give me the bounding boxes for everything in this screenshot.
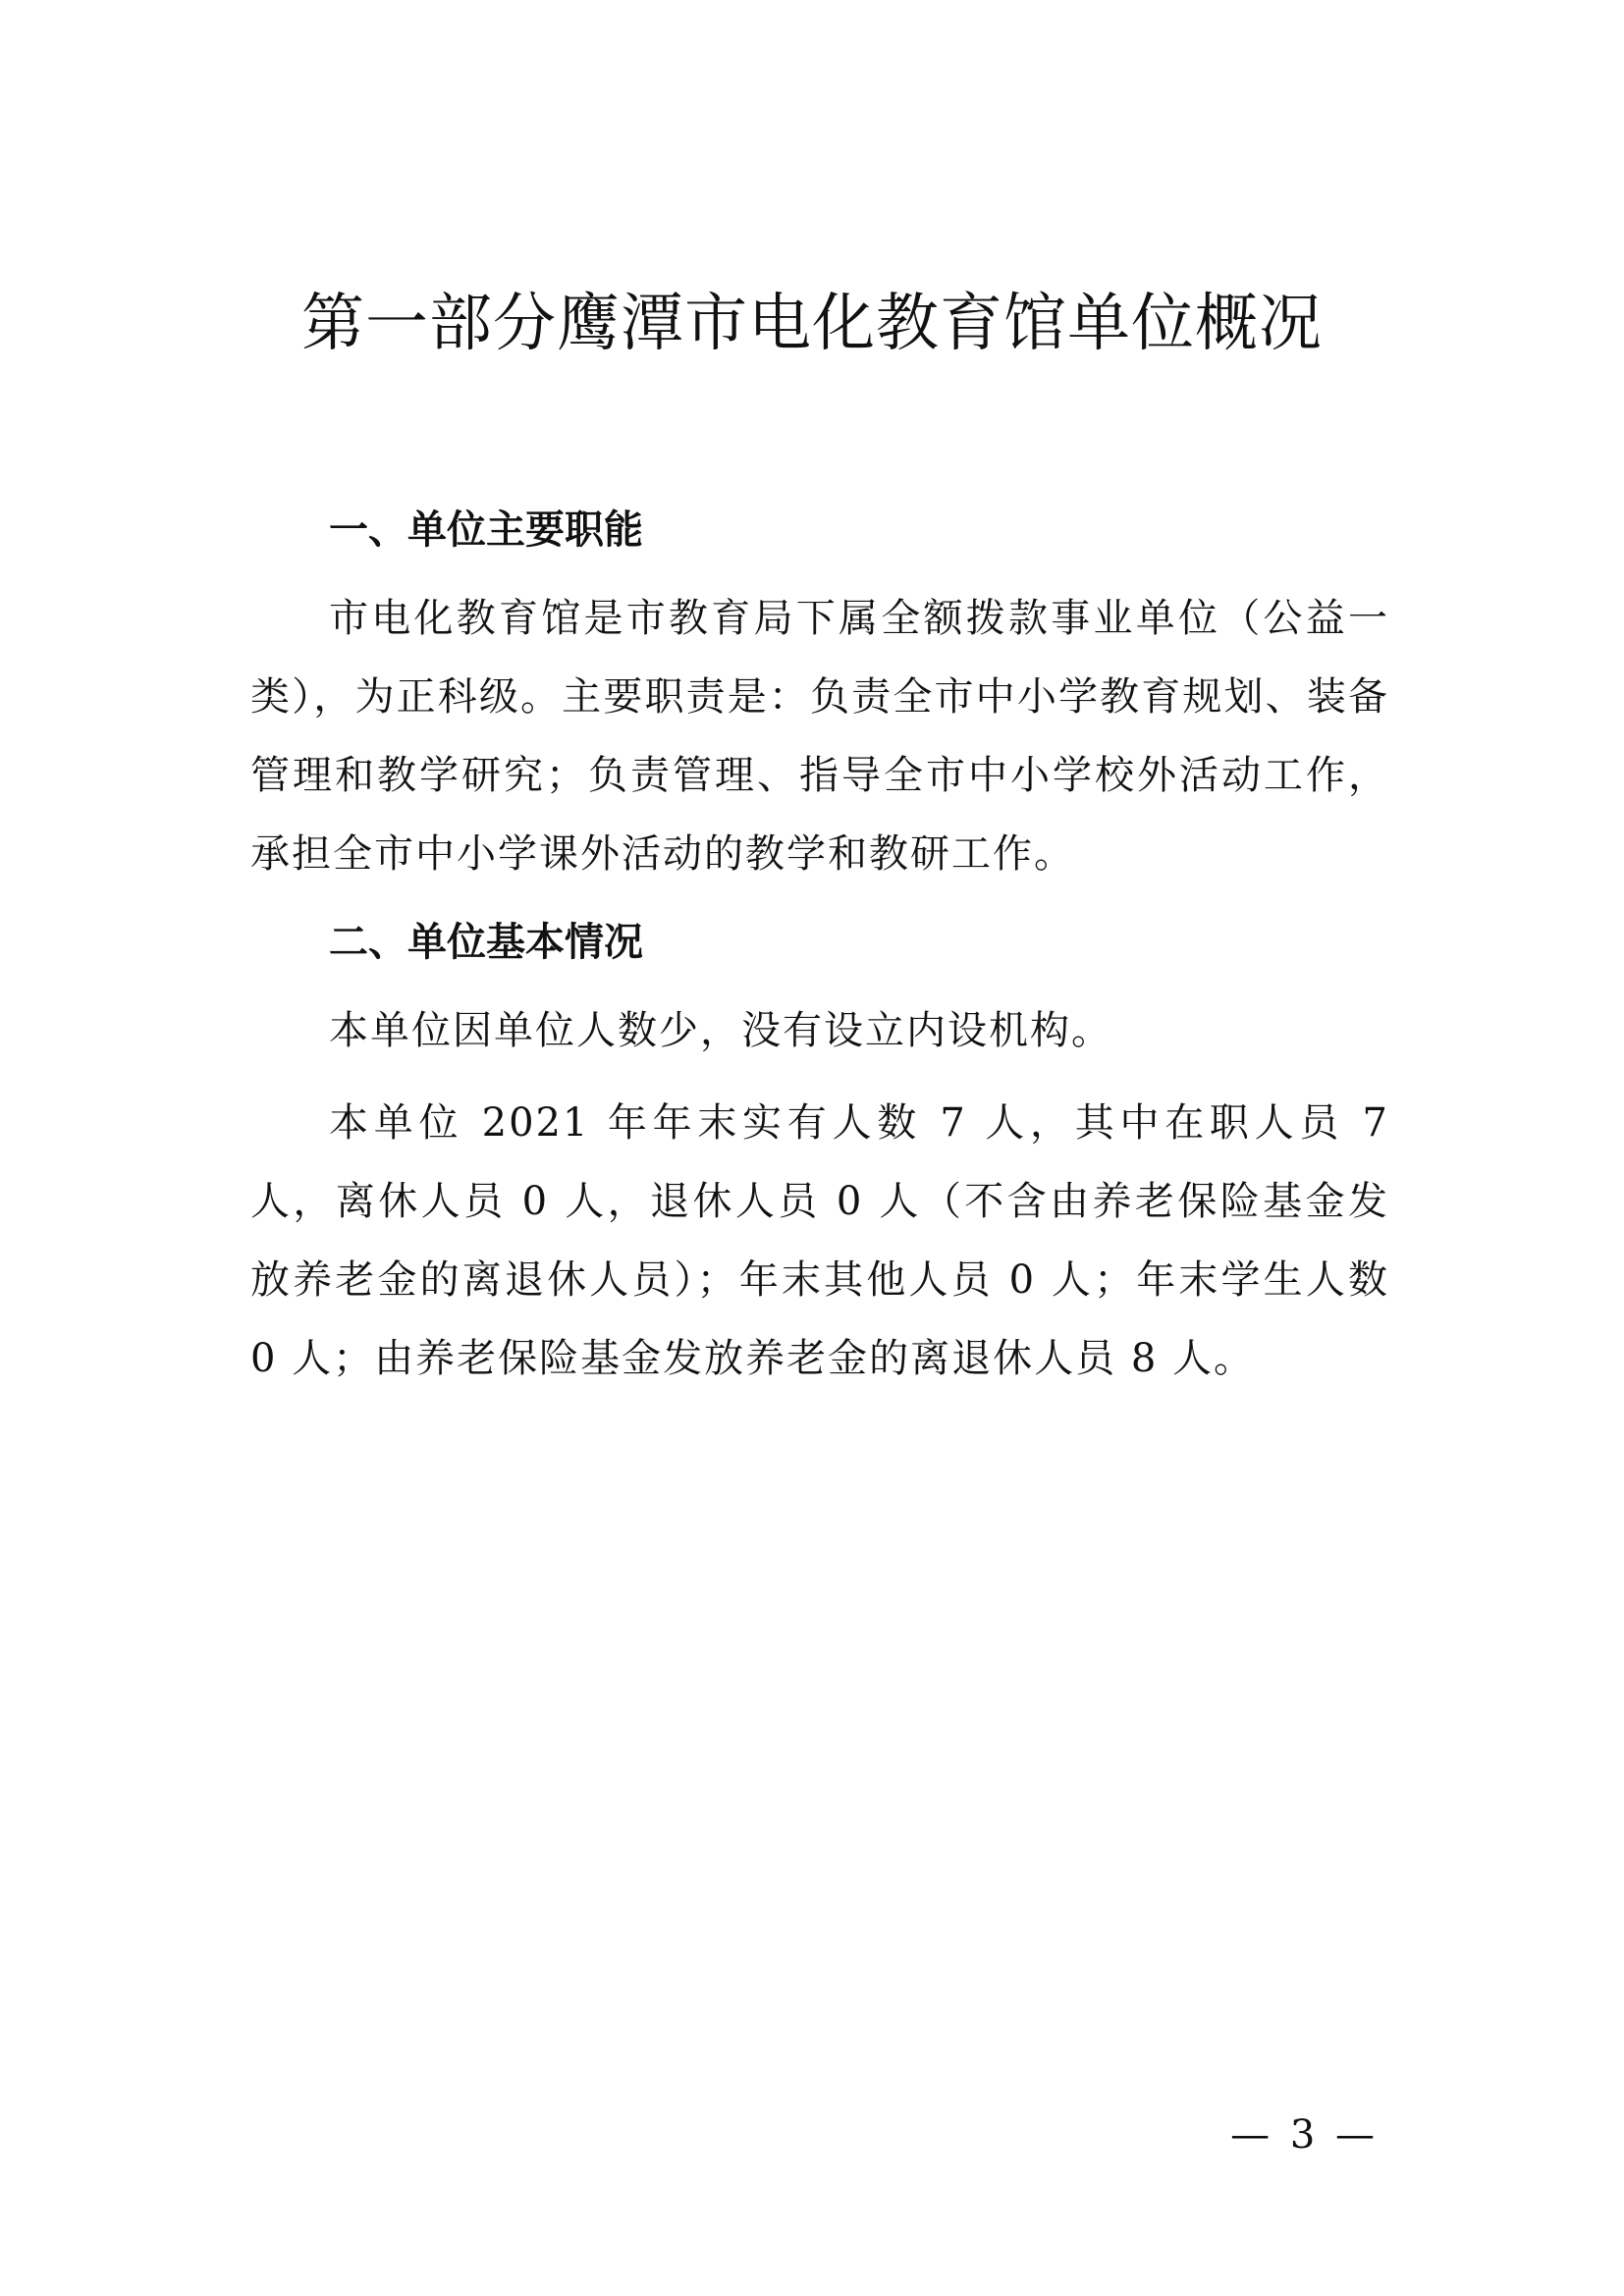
functions-paragraph: 市电化教育馆是市教育局下属全额拨款事业单位（公益一类），为正科级。主要职责是：负责全市中小学教育规划、装备管理和教学研究；负责管理、指导全市中小学校外活动工作，承担全市中小学课外活动的教学和教研工作。 — [250, 596, 1389, 877]
page-title: 第一部分鹰潭市电化教育馆单位概况 — [301, 288, 1323, 360]
basic-info-paragraph-1: 本单位因单位人数少，没有设立内设机构。 — [329, 1008, 1112, 1053]
document-body — [250, 491, 1389, 1398]
section-heading-basic-info: 二、单位基本情况 — [329, 920, 643, 965]
section-heading-functions: 一、单位主要职能 — [329, 507, 643, 553]
basic-info-paragraph-2: 本单位 2021 年年末实有人数 7 人，其中在职人员 7 人，离休人员 0 人，退休人员 0 人（不含由养老保险基金发放养老金的离退休人员）；年末其他人员 0 人；年末学生人数 0 人；由养老保险基金发放养老金的离退休人员 8 人。 — [250, 1100, 1389, 1381]
page-number: — 3 — — [1230, 2112, 1379, 2158]
